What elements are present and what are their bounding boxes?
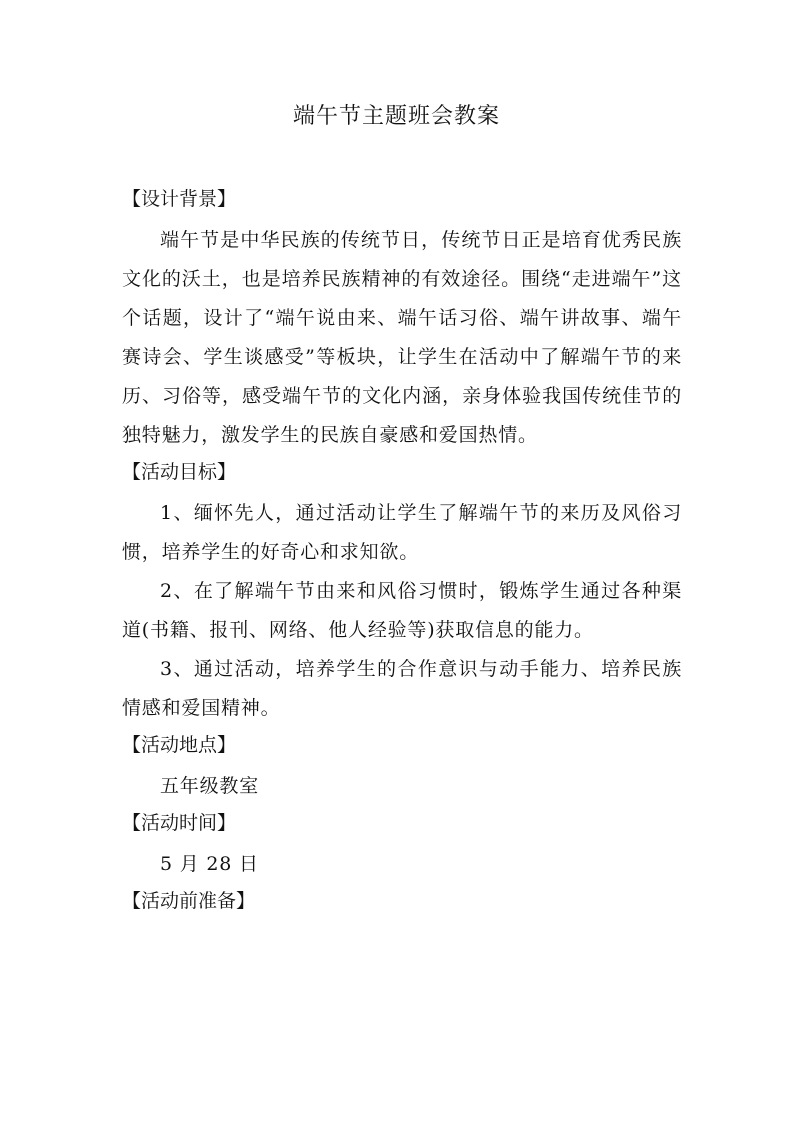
section-heading-background: 【设计背景】 <box>122 188 237 210</box>
document-body <box>122 182 682 923</box>
section-heading-goals: 【活动目标】 <box>122 461 237 483</box>
section-heading-location: 【活动地点】 <box>122 734 237 756</box>
background-paragraph: 端午节是中华民族的传统节日，传统节日正是培育优秀民族文化的沃土，也是培养民族精神的有效途径。围绕“走进端午”这个话题，设计了“端午说由来、端午话习俗、端午讲故事、端午赛诗会、学生谈感受”等板块，让学生在活动中了解端午节的来历、习俗等，感受端午节的文化内涵，亲身体验我国传统佳节的独特魅力，激发学生的民族自豪感和爱国热情。 <box>122 229 682 446</box>
goal-item-1: 1、缅怀先人，通过活动让学生了解端午节的来历及风俗习惯，培养学生的好奇心和求知欲。 <box>122 502 682 563</box>
location-value: 五年级教室 <box>160 775 260 797</box>
goal-item-2: 2、在了解端午节由来和风俗习惯时，锻炼学生通过各种渠道(书籍、报刊、网络、他人经验等)获取信息的能力。 <box>122 580 682 641</box>
document-title: 端午节主题班会教案 <box>292 104 500 129</box>
time-value: 5 月 28 日 <box>160 853 259 875</box>
section-heading-time: 【活动时间】 <box>122 812 237 834</box>
section-heading-preparation: 【活动前准备】 <box>122 890 256 912</box>
goal-item-3: 3、通过活动，培养学生的合作意识与动手能力、培养民族情感和爱国精神。 <box>122 658 682 719</box>
